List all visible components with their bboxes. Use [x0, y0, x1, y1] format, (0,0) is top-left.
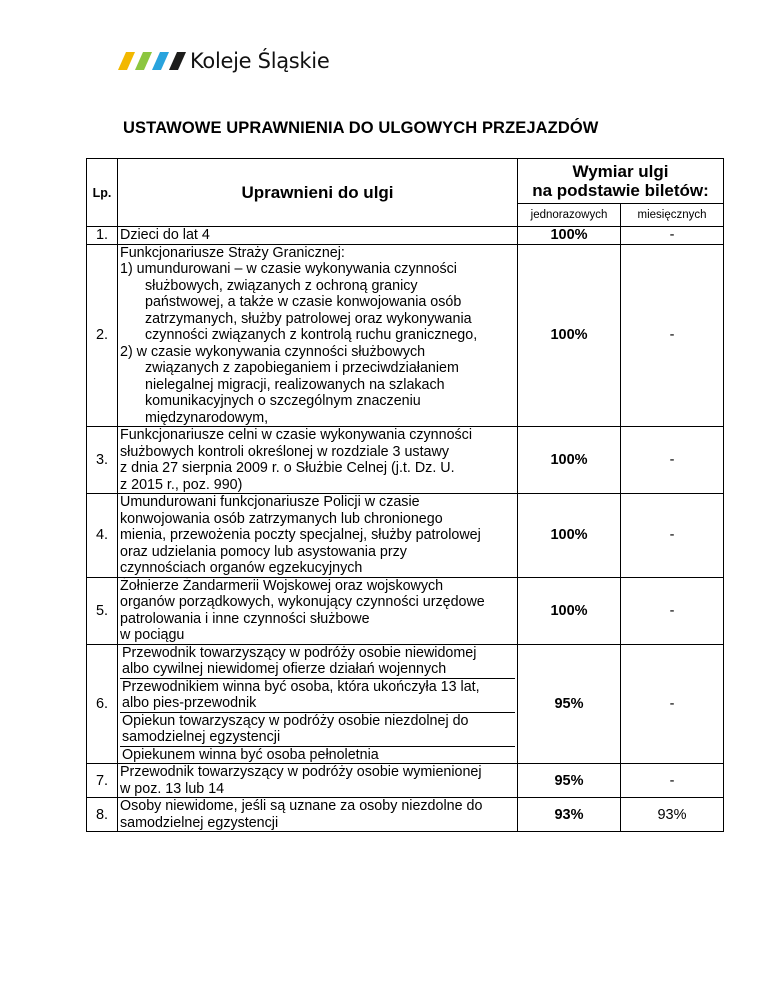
- row-number: 8.: [87, 798, 118, 832]
- description-line: samodzielnej egzystencji: [122, 729, 281, 745]
- row-description: [118, 494, 518, 578]
- description-line: Żołnierze Żandarmerii Wojskowej oraz wojskowych: [120, 577, 444, 594]
- monthly-ticket-discount: -: [621, 244, 724, 427]
- description-line: czynności związanych z kontrolą ruchu granicznego,: [145, 327, 478, 343]
- description-line: Przewodnik towarzyszący w podróży osobie niewidomej: [122, 644, 477, 661]
- row-description: [118, 798, 518, 832]
- header-single-tickets: jednorazowych: [518, 204, 621, 227]
- table-row: [87, 798, 724, 832]
- single-ticket-discount: 100%: [518, 227, 621, 245]
- single-ticket-discount: 100%: [518, 577, 621, 644]
- single-ticket-discount: 100%: [518, 494, 621, 578]
- header-description: Uprawnieni do ulgi: [118, 159, 518, 227]
- row-number: 1.: [87, 227, 118, 245]
- description-line: Umundurowani funkcjonariusze Policji w czasie: [120, 494, 420, 510]
- header-wymiar-line1: Wymiar ulgi: [572, 162, 669, 181]
- table-row: [87, 764, 724, 798]
- monthly-ticket-discount: 93%: [621, 798, 724, 832]
- description-line: zatrzymanych, służby patrolowej oraz wykonywania: [145, 310, 472, 327]
- description-sub-block: [120, 747, 515, 764]
- header-lp: Lp.: [87, 159, 118, 227]
- description-line: z dnia 27 sierpnia 2009 r. o Służbie Celnej (j.t. Dz. U.: [120, 460, 455, 476]
- monthly-ticket-discount: -: [621, 764, 724, 798]
- row-description: [118, 764, 518, 798]
- description-line: Przewodnikiem winna być osoba, która ukończyła 13 lat,: [122, 678, 480, 695]
- table-row: [87, 227, 724, 245]
- description-line: patrolowania i inne czynności służbowe: [120, 610, 370, 627]
- description-sub-block: [120, 713, 515, 747]
- row-description: [118, 244, 518, 427]
- description-line: w pociągu: [120, 627, 185, 643]
- header-monthly-tickets: miesięcznych: [621, 204, 724, 227]
- description-line: państwowej, a także w czasie konwojowania osób: [145, 294, 462, 310]
- description-line: Opiekun towarzyszący w podróży osobie niezdolnej do: [122, 712, 469, 729]
- row-number: 4.: [87, 494, 118, 578]
- description-line: Opiekunem winna być osoba pełnoletnia: [122, 746, 379, 763]
- brand-logo: [108, 48, 368, 78]
- row-description: [118, 227, 518, 245]
- document-title: USTAWOWE UPRAWNIENIA DO ULGOWYCH PRZEJAZDÓW: [123, 119, 599, 137]
- single-ticket-discount: 93%: [518, 798, 621, 832]
- description-line: mienia, przewożenia poczty specjalnej, służby patrolowej: [120, 527, 481, 543]
- description-sub-block: [120, 679, 515, 713]
- table-row: [87, 577, 724, 644]
- description-line: organów porządkowych, wykonujący czynności urzędowe: [120, 594, 485, 610]
- row-number: 3.: [87, 427, 118, 494]
- description-line: międzynarodowym,: [145, 409, 269, 426]
- logo-stripes-icon: [108, 50, 186, 72]
- description-line: samodzielnej egzystencji: [120, 814, 279, 831]
- description-line: albo pies-przewodnik: [122, 695, 257, 711]
- description-sub-block: [120, 645, 515, 679]
- monthly-ticket-discount: -: [621, 427, 724, 494]
- row-description: [118, 427, 518, 494]
- table-row: [87, 244, 724, 427]
- description-line: konwojowania osób zatrzymanych lub chronionego: [120, 510, 443, 527]
- single-ticket-discount: 95%: [518, 644, 621, 764]
- description-line: Funkcjonariusze Straży Granicznej:: [120, 244, 345, 261]
- single-ticket-discount: 100%: [518, 427, 621, 494]
- header-wymiar: [518, 159, 724, 204]
- description-line: oraz udzielania pomocy lub asystowania przy: [120, 543, 407, 560]
- header-wymiar-line2: na podstawie biletów:: [532, 181, 709, 200]
- row-description: [118, 577, 518, 644]
- row-number: 2.: [87, 244, 118, 427]
- table-row: [87, 427, 724, 494]
- description-line: nielegalnej migracji, realizowanych na szlakach: [145, 376, 445, 393]
- single-ticket-discount: 95%: [518, 764, 621, 798]
- description-line: Dzieci do lat 4: [120, 227, 210, 243]
- monthly-ticket-discount: -: [621, 644, 724, 764]
- table-row: [87, 494, 724, 578]
- row-number: 7.: [87, 764, 118, 798]
- description-line: czynnościach organów egzekucyjnych: [120, 560, 363, 576]
- description-line: albo cywilnej niewidomej ofierze działań wojennych: [122, 661, 447, 677]
- description-line: w poz. 13 lub 14: [120, 780, 225, 797]
- monthly-ticket-discount: -: [621, 577, 724, 644]
- monthly-ticket-discount: -: [621, 227, 724, 245]
- description-line: 2) w czasie wykonywania czynności służbowych: [120, 343, 426, 360]
- description-line: Osoby niewidome, jeśli są uznane za osoby niezdolne do: [120, 798, 483, 814]
- row-number: 5.: [87, 577, 118, 644]
- concessions-table: [86, 158, 724, 832]
- description-line: służbowych, związanych z ochroną granicy: [145, 277, 418, 294]
- brand-name: Koleje Śląskie: [190, 49, 330, 73]
- row-description: [118, 644, 518, 764]
- single-ticket-discount: 100%: [518, 244, 621, 427]
- description-line: z 2015 r., poz. 990): [120, 476, 243, 493]
- table-row: [87, 644, 724, 764]
- monthly-ticket-discount: -: [621, 494, 724, 578]
- description-line: służbowych kontroli określonej w rozdziale 3 ustawy: [120, 443, 449, 460]
- description-line: Przewodnik towarzyszący w podróży osobie wymienionej: [120, 764, 482, 780]
- description-line: związanych z zapobieganiem i przeciwdziałaniem: [145, 360, 459, 376]
- description-line: Funkcjonariusze celni w czasie wykonywania czynności: [120, 427, 473, 443]
- description-line: komunikacyjnych o szczególnym znaczeniu: [145, 393, 421, 409]
- row-number: 6.: [87, 644, 118, 764]
- description-line: 1) umundurowani – w czasie wykonywania czynności: [120, 261, 457, 277]
